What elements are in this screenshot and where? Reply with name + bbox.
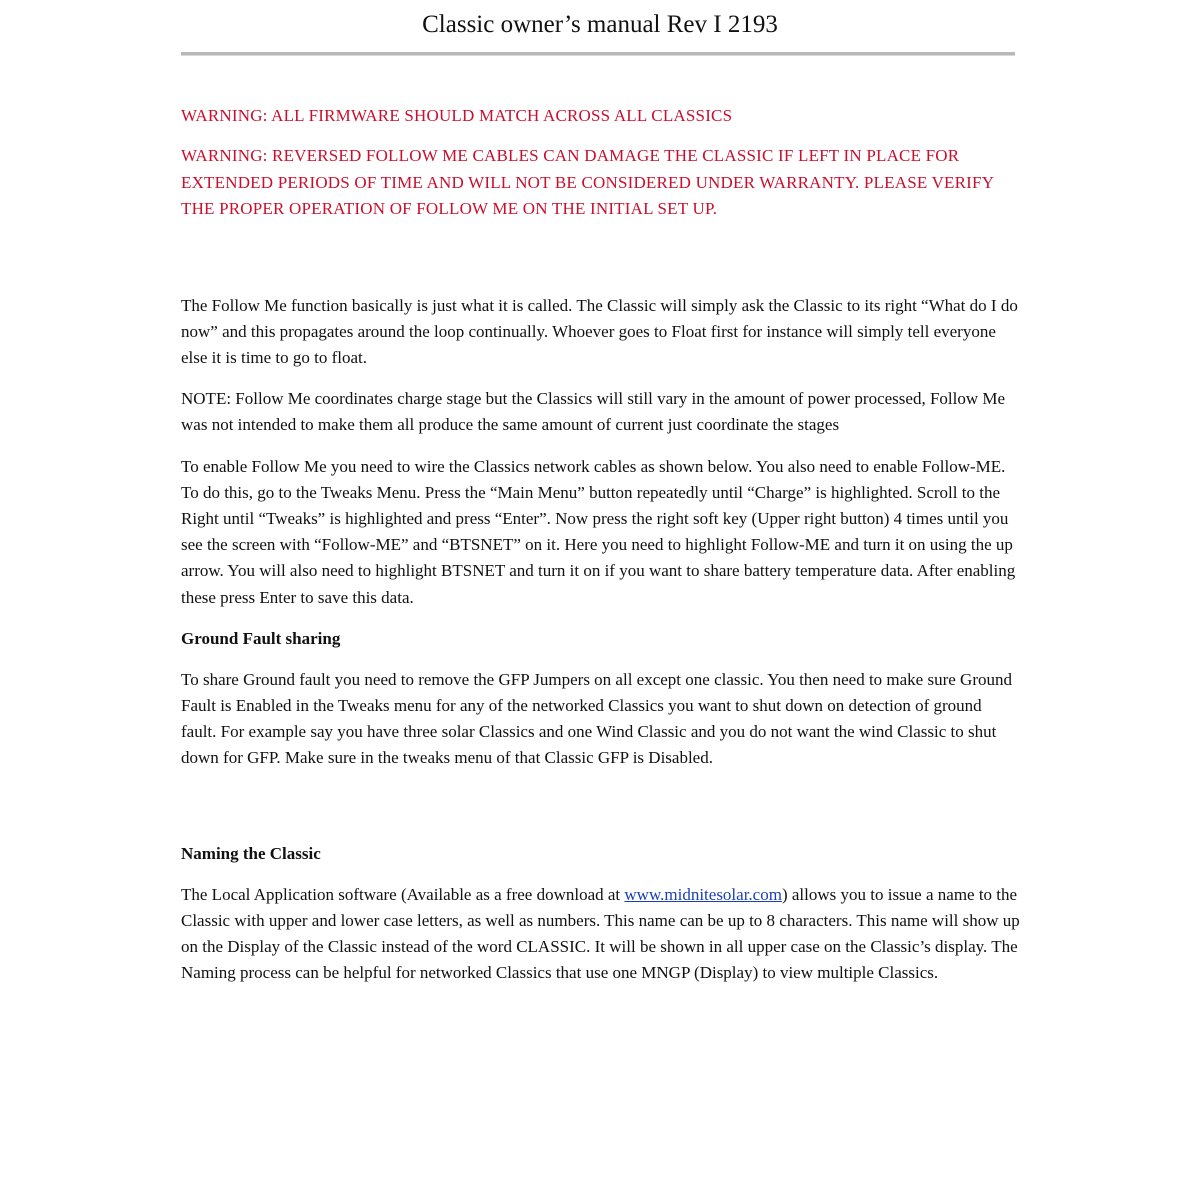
ground-fault-heading: Ground Fault sharing: [181, 628, 341, 648]
warning-firmware: WARNING: ALL FIRMWARE SHOULD MATCH ACROSS ALL CLASSICS: [181, 106, 733, 125]
midnitesolar-link[interactable]: www.midnitesolar.com: [624, 884, 782, 904]
naming-paragraph: [181, 882, 1021, 987]
header-divider: [181, 52, 1015, 56]
spacer: [181, 787, 1021, 841]
warning-follow-me-cables: WARNING: REVERSED FOLLOW ME CABLES CAN DAMAGE THE CLASSIC IF LEFT IN PLACE FOR EXTENDED PERIODS OF TIME AND WILL NOT BE CONSIDERED UNDER WARRANTY. PLEASE VERIFY THE PROPER OPERATION OF FOLLOW ME ON THE INITIAL SET UP.: [181, 146, 994, 219]
page-content: [181, 103, 1021, 1001]
naming-heading: Naming the Classic: [181, 843, 321, 863]
naming-text-after-link: ) allows you to issue a name to the Classic with upper and lower case letters, as well as numbers. This name can be up to 8 characters. This name will show up on the Display of the Classic instead of the word CLASSIC. It will be shown in all upper case on the Classic’s display. The Naming process can be helpful for networked Classics that use one MNGP (Display) to view multiple Classics.: [181, 884, 1020, 983]
ground-fault-paragraph: To share Ground fault you need to remove the GFP Jumpers on all except one classic. You then need to make sure Ground Fault is Enabled in the Tweaks menu for any of the networked Classics you want to shut down on detection of ground fault. For example say you have three solar Classics and one Wind Classic and you do not want the wind Classic to shut down for GFP. Make sure in the tweaks menu of that Classic GFP is Disabled.: [181, 669, 1012, 768]
follow-me-intro: The Follow Me function basically is just what it is called. The Classic will simply ask the Classic to its right “What do I do now” and this propagates around the loop continually. Whoever goes to Float first for instance will simply tell everyone else it is time to go to float.: [181, 295, 1018, 368]
naming-text-before-link: The Local Application software (Available as a free download at: [181, 884, 625, 904]
follow-me-enable-instructions: To enable Follow Me you need to wire the Classics network cables as shown below. You also need to enable Follow-ME. To do this, go to the Tweaks Menu. Press the “Main Menu” button repeatedly until “Charge” is highlighted. Scroll to the Right until “Tweaks” is highlighted and press “Enter”. Now press the right soft key (Upper right button) 4 times until you see the screen with “Follow-ME” and “BTSNET” on it. Here you need to highlight Follow-ME and turn it on using the up arrow. You will also need to highlight BTSNET and turn it on if you want to share battery temperature data. After enabling these press Enter to save this data.: [181, 456, 1016, 607]
page-title: Classic owner’s manual Rev I 2193: [422, 11, 778, 38]
follow-me-note: NOTE: Follow Me coordinates charge stage but the Classics will still vary in the amount of power processed, Follow Me was not intended to make them all produce the same amount of current just coordinate the stages: [181, 389, 1006, 435]
spacer: [181, 237, 1021, 293]
